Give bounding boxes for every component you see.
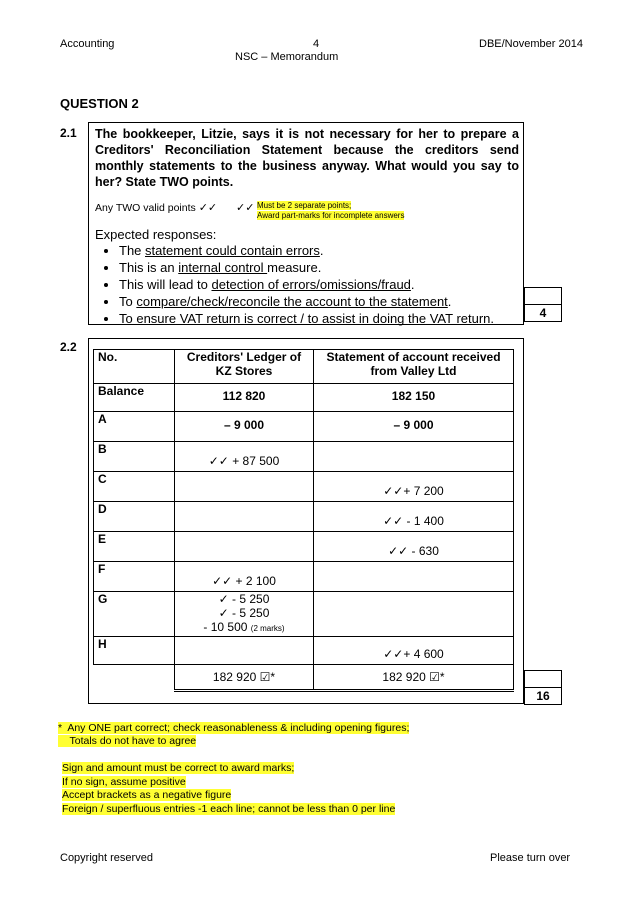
row-label: H	[94, 637, 175, 665]
row-label: Balance	[94, 384, 175, 412]
row-label: D	[94, 502, 175, 532]
tick-marks: ✓✓	[198, 201, 218, 214]
ledger-cell: 112 820	[175, 384, 314, 412]
row-label: G	[94, 592, 175, 637]
marks-2-1: 4	[524, 304, 562, 322]
question-number-2-1: 2.1	[60, 126, 77, 140]
table-row	[94, 637, 514, 665]
table-row	[94, 532, 514, 562]
header-subtitle: NSC – Memorandum	[235, 51, 339, 63]
row-label: A	[94, 412, 175, 442]
header-exam-date: DBE/November 2014	[479, 38, 583, 50]
statement-cell	[314, 592, 514, 637]
question-2-1-text: The bookkeeper, Litzie, says it is not necessary for her to prepare a Creditors' Reconciliation Statement because the creditors send monthly statements to the business anyway. What would you say to her? State TWO points.	[95, 127, 519, 189]
notes-block-2	[62, 762, 395, 816]
row-label: F	[94, 562, 175, 592]
statement-total: 182 920 ☑*	[314, 665, 514, 691]
reconciliation-table	[93, 349, 514, 692]
question-2-2-box	[88, 338, 524, 704]
marks-note: (2 marks)	[250, 624, 285, 633]
response-item: • This will lead to detection of errors/omissions/fraud.	[119, 276, 523, 293]
note-line: Totals do not have to agree	[58, 735, 197, 747]
table-row	[94, 592, 514, 637]
ledger-cell: ✓✓ + 2 100	[175, 562, 314, 592]
column-header-ledger: Creditors' Ledger of KZ Stores	[175, 350, 314, 384]
footer-turn-over: Please turn over	[490, 852, 571, 864]
row-label: B	[94, 442, 175, 472]
ledger-cell	[175, 532, 314, 562]
ledger-cell: ✓✓ + 87 500	[175, 442, 314, 472]
ledger-line: ✓ - 5 250	[218, 606, 270, 620]
ledger-cell	[175, 637, 314, 665]
table-row	[94, 472, 514, 502]
ledger-cell	[175, 502, 314, 532]
notes-block-1	[58, 722, 409, 748]
note-line: If no sign, assume positive	[62, 775, 186, 788]
table-row	[94, 502, 514, 532]
table-row	[94, 412, 514, 442]
tick-marks-2: ✓✓	[236, 201, 255, 214]
statement-cell	[314, 562, 514, 592]
totals-row	[94, 665, 514, 691]
statement-cell: 182 150	[314, 384, 514, 412]
row-label: E	[94, 532, 175, 562]
marks-2-1-top-box	[524, 287, 562, 304]
statement-cell: ✓✓+ 4 600	[314, 637, 514, 665]
column-header-no: No.	[94, 350, 175, 384]
marks-2-2: 16	[524, 687, 562, 705]
statement-cell: ✓✓ - 630	[314, 532, 514, 562]
header-page-number: 4	[313, 38, 320, 50]
note-line: Foreign / superfluous entries -1 each line; cannot be less than 0 per line	[62, 802, 396, 815]
note-line: * Any ONE part correct; check reasonableness & including opening figures;	[58, 722, 410, 734]
totals-empty-cell	[94, 665, 175, 691]
ledger-line: ✓ - 5 250	[218, 592, 270, 606]
header-subject: Accounting	[60, 38, 115, 50]
response-item: • To compare/check/reconcile the account to the statement.	[119, 293, 523, 310]
column-header-statement: Statement of account received from Valley Ltd	[314, 350, 514, 384]
any-two-label: Any TWO valid points ✓✓	[95, 201, 218, 214]
question-2-1-box	[88, 122, 524, 325]
responses-list	[89, 242, 523, 327]
table-row	[94, 442, 514, 472]
ledger-line-total: - 10 500 (2 marks)	[203, 620, 285, 634]
ledger-cell: – 9 000	[175, 412, 314, 442]
question-number-2-2: 2.2	[60, 340, 77, 354]
response-item: • To ensure VAT return is correct / to assist in doing the VAT return.	[119, 310, 523, 327]
ledger-total: 182 920 ☑*	[175, 665, 314, 691]
statement-cell: ✓✓ - 1 400	[314, 502, 514, 532]
marks-2-2-top-box	[524, 670, 562, 687]
row-label: C	[94, 472, 175, 502]
statement-cell: ✓✓+ 7 200	[314, 472, 514, 502]
ledger-cell	[175, 472, 314, 502]
footer-copyright: Copyright reserved	[60, 852, 153, 864]
marking-note: Must be 2 separate points; Award part-marks for incomplete answers	[257, 201, 405, 220]
page-title: QUESTION 2	[60, 96, 139, 111]
table-row	[94, 384, 514, 412]
expected-responses-label: Expected responses:	[95, 227, 217, 242]
table-row	[94, 562, 514, 592]
response-item: • The statement could contain errors.	[119, 242, 523, 259]
statement-cell: – 9 000	[314, 412, 514, 442]
statement-cell	[314, 442, 514, 472]
ledger-cell	[175, 592, 314, 637]
note-line: Sign and amount must be correct to award marks;	[62, 762, 295, 774]
response-item: • This is an internal control measure.	[119, 259, 523, 276]
note-line: Accept brackets as a negative figure	[62, 789, 232, 801]
